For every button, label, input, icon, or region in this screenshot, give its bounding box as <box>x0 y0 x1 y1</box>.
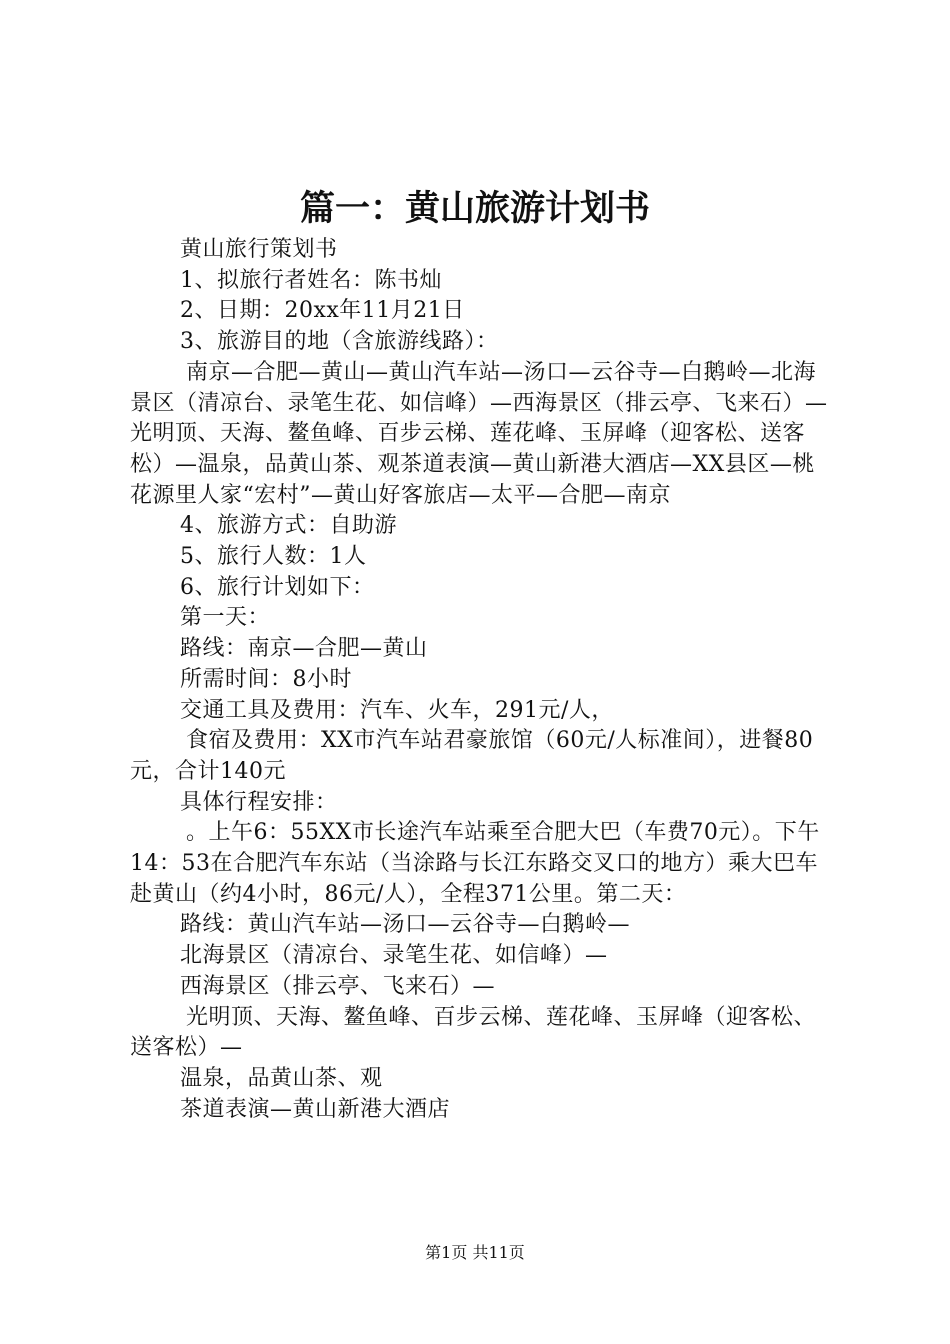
paragraph-day-one-time: 所需时间：8小时 <box>180 666 352 692</box>
paragraph-day-two-north: 北海景区（清凉台、录笔生花、如信峰）— <box>180 943 608 969</box>
paragraph-day-two-west: 西海景区（排云亭、飞来石）— <box>180 973 496 999</box>
paragraph-day-one-lodging: 食宿及费用：XX市汽车站君豪旅馆（60元/人标准间），进餐80元，合计140元 <box>130 728 814 784</box>
paragraph-day-two-hotel: 茶道表演—黄山新港大酒店 <box>180 1096 451 1122</box>
paragraph-heading: 黄山旅行策划书 <box>180 237 338 262</box>
paragraph-plan-intro: 6、旅行计划如下： <box>180 574 375 600</box>
paragraph-day-two-peaks: 光明顶、天海、鳌鱼峰、百步云梯、莲花峰、玉屏峰（迎客松、送客松）— <box>130 1004 817 1061</box>
paragraph-route: 南京—合肥—黄山—黄山汽车站—汤口—云谷寺—白鹅岭—北海景区（清凉台、录笔生花、如信峰）—西海景区（排云亭、飞来石）—光明顶、天海、鳌鱼峰、百步云梯、莲花峰、玉屏峰（迎客松、送客松）—温泉，品黄山茶、观茶道表演—黄山新港大酒店—XX县区—桃花源里人家“宏村”—黄山好客旅店—太平—合肥—南京 <box>130 359 828 508</box>
paragraph-day-two-route: 路线：黄山汽车站—汤口—云谷寺—白鹅岭— <box>180 912 631 938</box>
page-footer: 第1页 共11页 <box>425 1243 525 1262</box>
paragraph-traveler-name: 1、拟旅行者姓名：陈书灿 <box>180 267 442 293</box>
paragraph-day-two-spa: 温泉，品黄山茶、观 <box>180 1065 383 1091</box>
paragraph-destination: 3、旅游目的地（含旅游线路）： <box>180 329 499 355</box>
paragraph-date: 2、日期：20xx年11月21日 <box>180 298 465 324</box>
paragraph-traveler-count: 5、旅行人数：1人 <box>180 544 367 570</box>
paragraph-travel-mode: 4、旅游方式：自助游 <box>180 513 397 539</box>
paragraph-day-one-route: 路线：南京—合肥—黄山 <box>180 636 428 662</box>
paragraph-schedule-heading: 具体行程安排： <box>180 789 338 815</box>
paragraph-day-one: 第一天： <box>180 605 271 631</box>
document-title: 篇一：黄山旅游计划书 <box>299 189 650 229</box>
document-body <box>130 235 836 1125</box>
paragraph-schedule-detail: 。上午6：55XX市长途汽车站乘至合肥大巴（车费70元）。下午14：53在合肥汽车东站（当涂路与长江东路交叉口的地方）乘大巴车赴黄山（约4小时，86元/人），全程371公里。第二天： <box>130 820 820 907</box>
paragraph-day-one-transport: 交通工具及费用：汽车、火车，291元/人， <box>180 697 614 723</box>
